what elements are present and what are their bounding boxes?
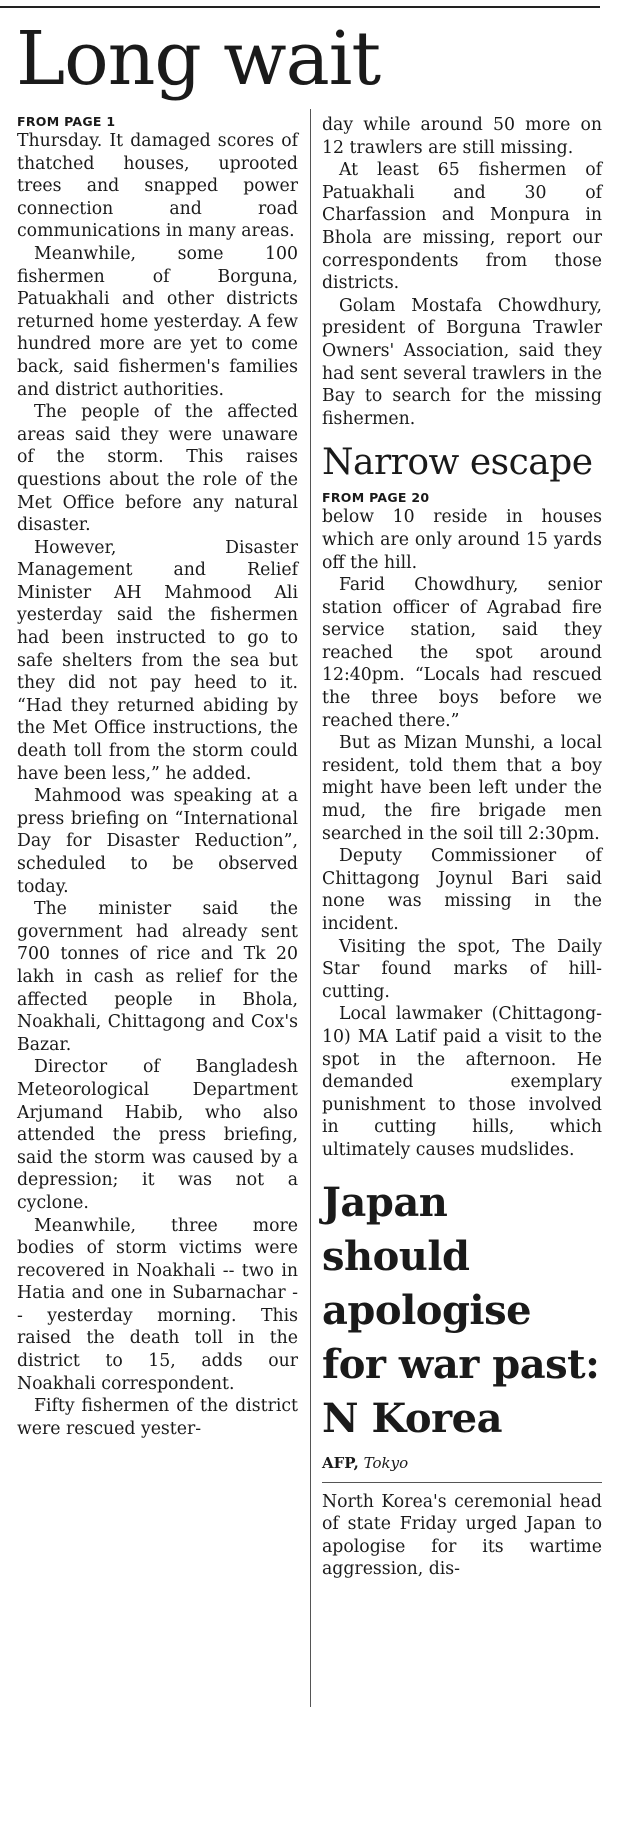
story1-kicker: FROM PAGE 1 bbox=[17, 114, 116, 129]
story3-headline: Japan should apologise for war past: N Korea bbox=[322, 1178, 600, 1442]
story1-paragraph: The people of the affected areas said they were unaware of the storm. This raises questions about the role of the Met Office before any natural disaster. bbox=[17, 402, 298, 536]
story1-paragraph: day while around 50 more on 12 trawlers are still missing. bbox=[322, 115, 602, 158]
story1-paragraph: Golam Mostafa Chowdhury, president of Borguna Trawler Owners' Association, said they had sent several trawlers in the Bay to search for the missing fishermen. bbox=[322, 295, 602, 429]
story1-paragraph: Meanwhile, some 100 fishermen of Borguna, Patuakhali and other districts returned home yesterday. A few hundred more are yet to come back, said fishermen's families and district authorities. bbox=[17, 243, 298, 400]
story2-headline: Narrow escape bbox=[322, 442, 593, 484]
story2-paragraph: Farid Chowdhury, senior station officer of Agrabad fire service station, said they reached the spot around 12:40pm. “Locals had rescued the three boys before we reached there.” bbox=[322, 575, 602, 731]
story1-paragraph: However, Disaster Management and Relief Minister AH Mahmood Ali yesterday said the fishermen had been instructed to go to safe shelters from the sea but they did not pay heed to it. “Had they returned abiding by the Met Office instructions, the death toll from the storm could have been less,” he added. bbox=[17, 537, 298, 784]
right-column bbox=[322, 114, 602, 1821]
story2-paragraph: Local lawmaker (Chittagong-10) MA Latif paid a visit to the spot in the afternoon. He demanded exemplary punishment to those involved in cutting hills, which ultimately causes mudslides. bbox=[322, 1004, 602, 1160]
byline-rule bbox=[322, 1482, 602, 1483]
story1-paragraph: Director of Bangladesh Meteorological Department Arjumand Habib, who also attended the press briefing, said the storm was caused by a depression; it was not a cyclone. bbox=[17, 1057, 298, 1213]
byline-agency: AFP, bbox=[322, 1453, 359, 1472]
byline-place: Tokyo bbox=[363, 1453, 409, 1472]
story3-paragraph: North Korea's ceremonial head of state Friday urged Japan to apologise for its wartime aggression, dis- bbox=[322, 1491, 602, 1580]
column-divider bbox=[310, 109, 311, 1707]
top-rule bbox=[0, 6, 600, 8]
story1-paragraph: Fifty fishermen of the district were rescued yester- bbox=[17, 1396, 298, 1439]
story1-paragraph: At least 65 fishermen of Patuakhali and 30 of Charfassion and Monpura in Bhola are missing, report our correspondents from those districts. bbox=[322, 160, 602, 294]
story1-paragraph: Thursday. It damaged scores of thatched houses, uprooted trees and snapped power connection and road communications in many areas. bbox=[17, 131, 298, 242]
story2-paragraph: Deputy Commissioner of Chittagong Joynul Bari said none was missing in the incident. bbox=[322, 846, 602, 934]
story2-paragraph: below 10 reside in houses which are only around 15 yards off the hill. bbox=[322, 507, 602, 573]
left-column bbox=[17, 114, 298, 1821]
story2-kicker: FROM PAGE 20 bbox=[322, 490, 430, 506]
story1-headline: Long wait bbox=[16, 16, 381, 102]
story3-byline bbox=[322, 1452, 602, 1474]
story1-paragraph: Mahmood was speaking at a press briefing on “International Day for Disaster Reduction”, scheduled to be observed today. bbox=[17, 786, 298, 897]
story1-paragraph: Meanwhile, three more bodies of storm victims were recovered in Noakhali -- two in Hatia and one in Subarnachar -- yesterday morning. This raised the death toll in the district to 15, adds our Noakhali correspondent. bbox=[17, 1215, 298, 1394]
story2-paragraph: Visiting the spot, The Daily Star found marks of hill-cutting. bbox=[322, 936, 602, 1002]
story2-paragraph: But as Mizan Munshi, a local resident, told them that a boy might have been left under the mud, the fire brigade men searched in the soil till 2:30pm. bbox=[322, 733, 602, 844]
story1-paragraph: The minister said the government had already sent 700 tonnes of rice and Tk 20 lakh in cash as relief for the affected people in Bhola, Noakhali, Chittagong and Cox's Bazar. bbox=[17, 899, 298, 1055]
